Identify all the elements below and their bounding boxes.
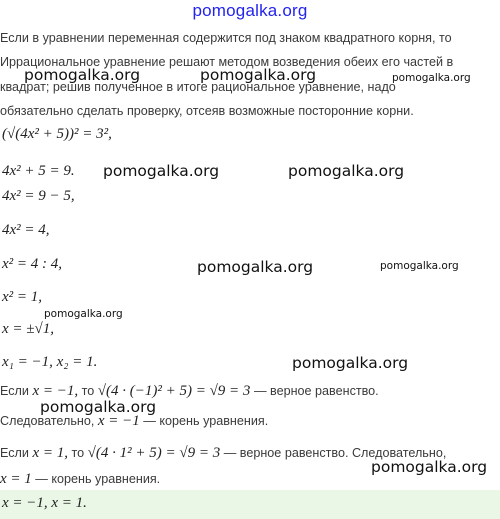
- watermark: pomogalka.org: [288, 162, 405, 180]
- intro-line-2: Иррациональное уравнение решают методом возведения обеих его частей в: [0, 55, 454, 69]
- watermark: pomogalka.org: [44, 308, 123, 320]
- check-1-expression: √(4 · (−1)² + 5) = √9 = 3: [97, 383, 251, 399]
- check-1-prefix: Если: [0, 384, 29, 398]
- intro-line-3: квадрат; решив полученное в итоге рациональное уравнение, надо: [0, 80, 396, 94]
- check-1-condition: x = −1,: [32, 383, 79, 399]
- watermark: pomogalka.org: [197, 258, 314, 276]
- check-2-line-2-suffix: — корень уравнения.: [35, 472, 161, 486]
- watermark: pomogalka.org: [200, 66, 317, 84]
- check-2-prefix: Если: [0, 446, 29, 460]
- step-4: 4x² = 4,: [2, 222, 50, 238]
- check-1-line-2-prefix: Следовательно,: [0, 414, 95, 428]
- answer-text: x = −1, x = 1.: [2, 495, 87, 511]
- intro-line-1: Если в уравнении переменная содержится под знаком квадратного корня, то: [0, 31, 452, 45]
- step-5: x² = 4 : 4,: [2, 256, 63, 272]
- site-title[interactable]: pomogalka.org: [192, 1, 308, 20]
- step-2: 4x² + 5 = 9.: [2, 163, 75, 179]
- watermark: pomogalka.org: [392, 72, 471, 84]
- step-7: x = ±√1,: [2, 321, 54, 337]
- watermark: pomogalka.org: [40, 398, 157, 416]
- watermark: pomogalka.org: [103, 162, 220, 180]
- step-1: (√(4x² + 5))² = 3²,: [2, 126, 112, 142]
- check-2-to: то: [71, 446, 85, 460]
- step-3: 4x² = 9 − 5,: [2, 188, 75, 204]
- check-1-line-2-math: x = −1: [97, 413, 140, 429]
- check-2-condition: x = 1,: [32, 445, 68, 461]
- check-1-line-2-suffix: — корень уравнения.: [143, 414, 269, 428]
- watermark: pomogalka.org: [371, 458, 488, 476]
- check-2-line-2: [0, 471, 160, 488]
- check-2-suffix: — верное равенство. Следовательно,: [223, 446, 447, 460]
- intro-line-4: обязательно сделать проверку, отсеяв возможные посторонние корни.: [0, 104, 414, 118]
- watermark: pomogalka.org: [24, 66, 141, 84]
- check-1-suffix: — верное равенство.: [253, 384, 379, 398]
- step-8: x₁ = −1, x₂ = 1.: [2, 354, 98, 370]
- check-1-to: то: [81, 384, 95, 398]
- watermark: pomogalka.org: [292, 354, 409, 372]
- check-2-line-2-math: x = 1: [0, 471, 32, 487]
- watermark: pomogalka.org: [380, 260, 459, 272]
- check-2-expression: √(4 · 1² + 5) = √9 = 3: [87, 445, 221, 461]
- step-6: x² = 1,: [2, 289, 43, 305]
